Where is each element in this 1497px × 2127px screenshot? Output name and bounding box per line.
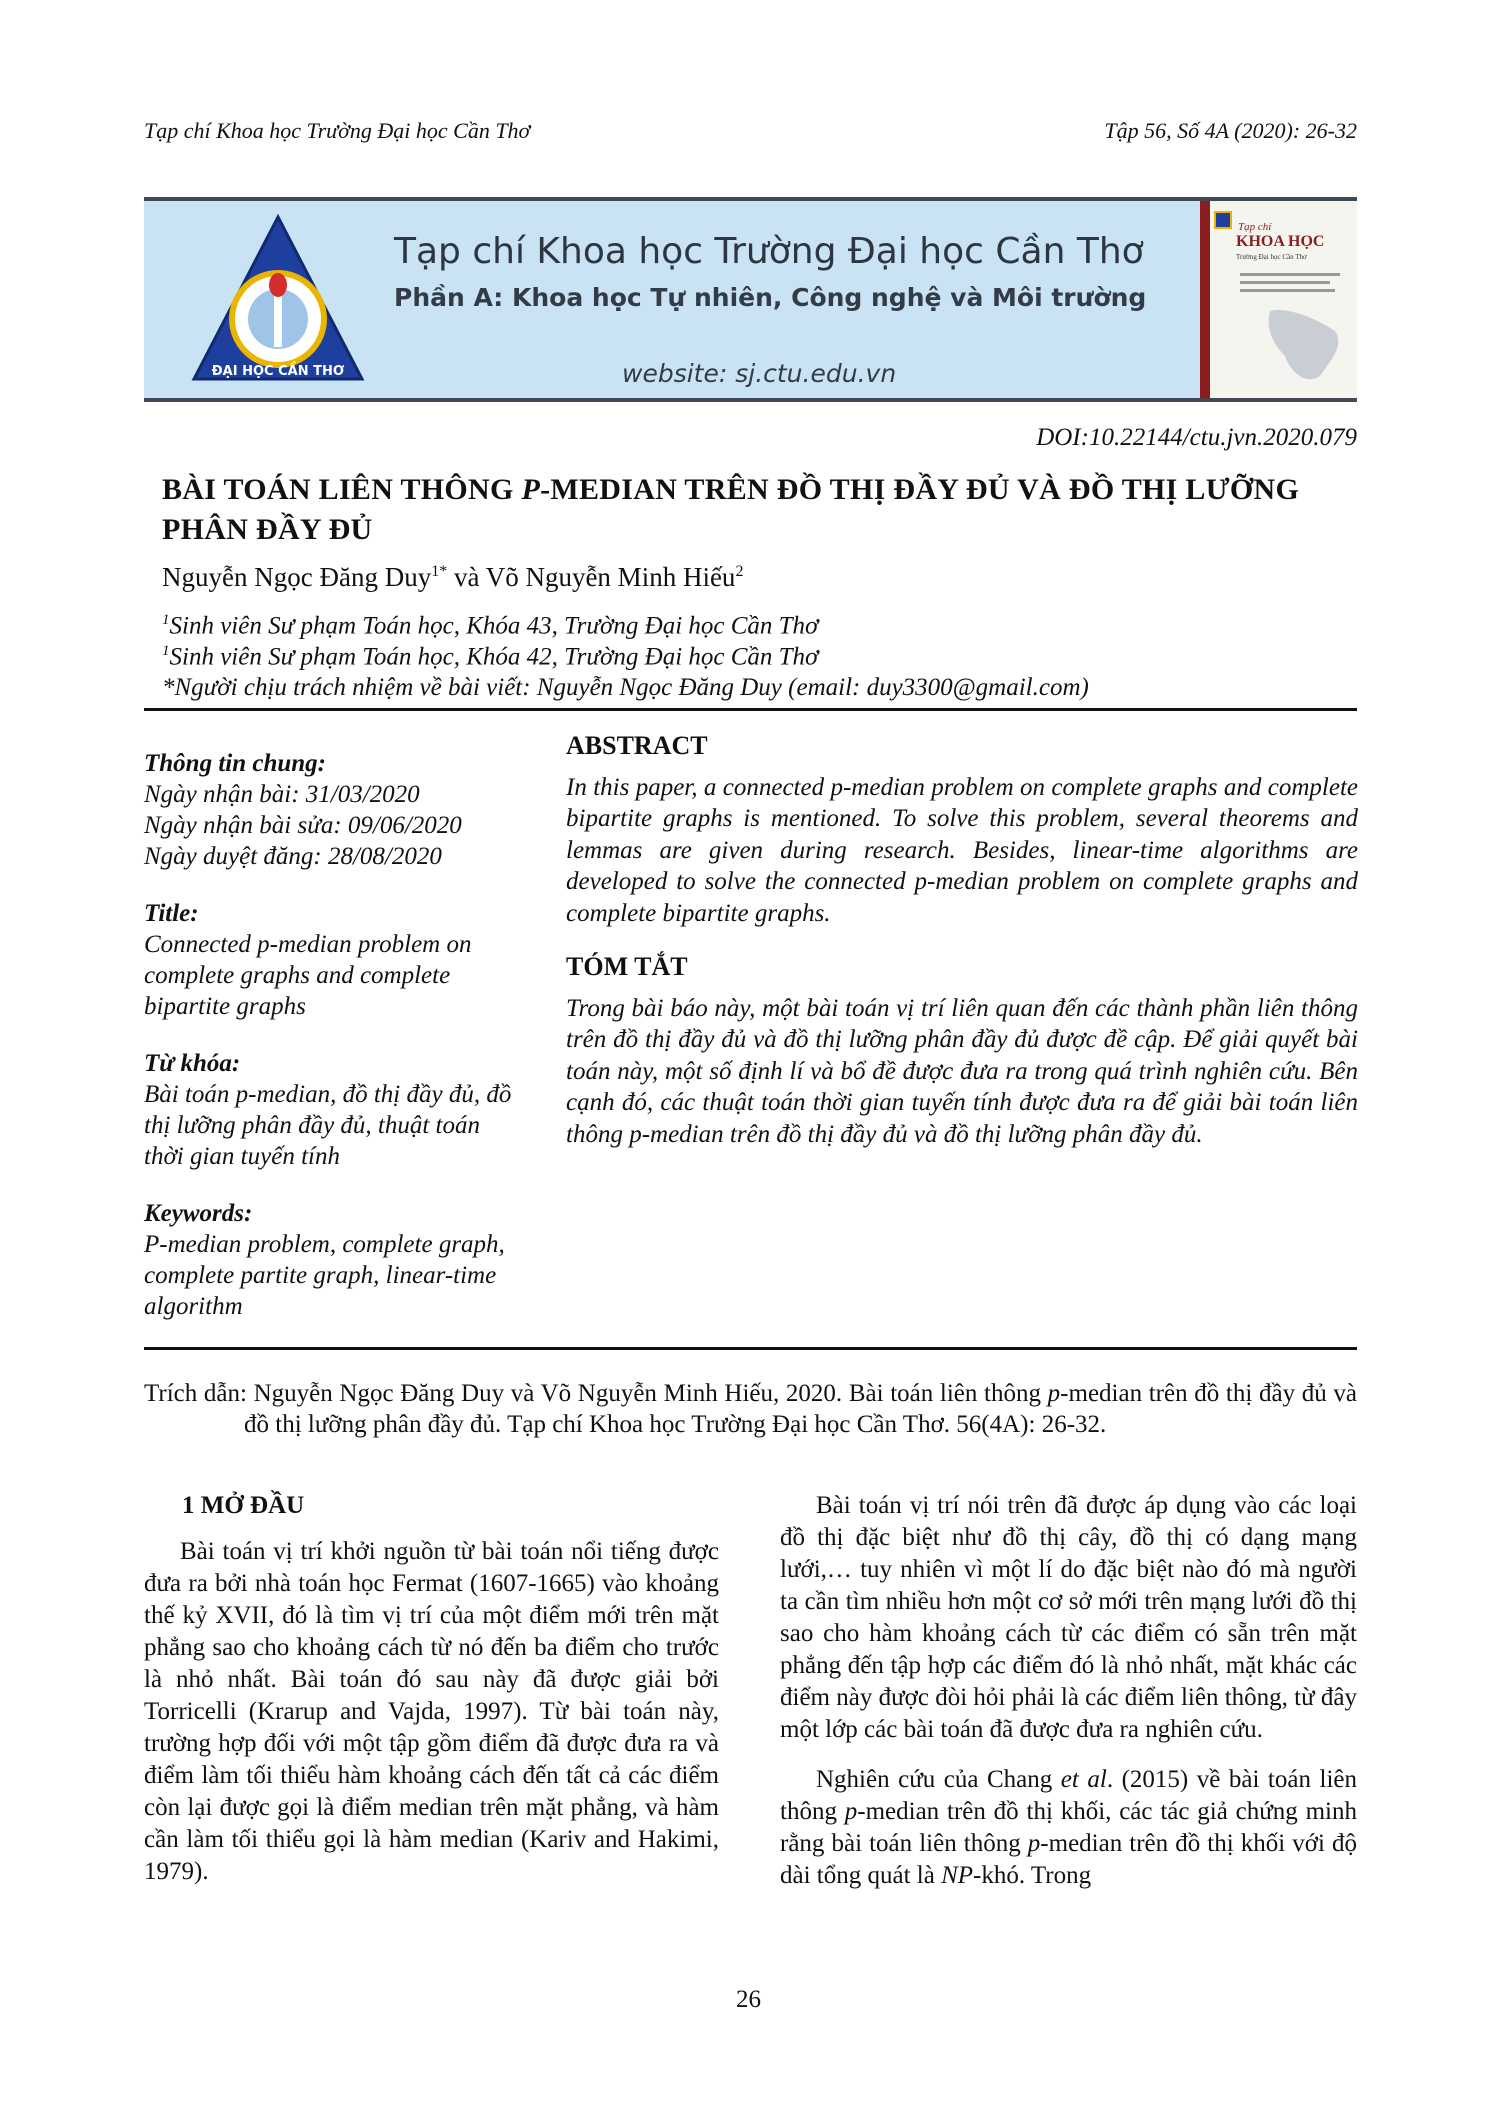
keywords-vi: Bài toán p-median, đồ thị đầy đủ, đồ thị lưỡng phân đầy đủ, thuật toán thời gian tuyến tính [144, 1081, 512, 1170]
banner-title: Tạp chí Khoa học Trường Đại học Cần Thơ [394, 231, 1144, 272]
article-info [144, 748, 524, 1348]
running-head-left: Tạp chí Khoa học Trường Đại học Cần Thơ [144, 118, 531, 143]
banner-subtitle: Phần A: Khoa học Tự nhiên, Công nghệ và Môi trường [394, 283, 1147, 312]
abstract-heading: ABSTRACT [566, 731, 708, 760]
cover-text-line [1240, 273, 1340, 276]
cover-sub: Trường Đại học Cần Thơ [1236, 253, 1307, 261]
body-paragraph: Nghiên cứu của Chang et al. (2015) về bài toán liên thông p-median trên đồ thị khối, các tác giả chứng minh rằng bài toán liên thông p-median trên đồ thị khối với độ dài tổng quát là NP-khó. Trong [780, 1766, 1357, 1889]
keywords-en-head: Keywords: [144, 1200, 253, 1227]
body-column-left [144, 1490, 719, 1906]
info-title-head: Title: [144, 900, 199, 927]
cover-spine [1200, 201, 1210, 398]
cover-text-line [1240, 281, 1330, 284]
date-accepted: Ngày duyệt đăng: 28/08/2020 [144, 843, 442, 870]
cover-small-title: Tạp chí [1238, 221, 1272, 233]
keywords-vi-head: Từ khóa: [144, 1050, 241, 1077]
page-number: 26 [736, 1986, 761, 2013]
journal-banner [144, 197, 1357, 402]
body-column-right [780, 1490, 1357, 1910]
cover-logo-icon [1214, 211, 1232, 229]
body-paragraph: Bài toán vị trí nói trên đã được áp dụng vào các loại đồ thị đặc biệt như đồ thị cây, đồ thị có dạng mạng lưới,… tuy nhiên vì một lí do đặc biệt nào đó mà người ta cần tìm nhiều hơn một cơ sở mới trên mạng lưới đồ thị sao cho hàm khoảng cách từ các điểm có sẵn trên mặt phẳng đến tập hợp các điểm đó là nhỏ nhất, mặt khác các điểm này được đòi hỏi phải là các điểm liên thông, từ đây một lớp các bài toán đã được đưa ra nghiên cứu. [780, 1492, 1357, 1743]
affiliation-1: $^1$Sinh viên Sư phạm Toán học, Khóa 43, Trường Đại học Cần Thơ [162, 612, 819, 640]
body-paragraph: Bài toán vị trí khởi nguồn từ bài toán nổi tiếng được đưa ra bởi nhà toán học Fermat (1607-1665) vào khoảng thế kỷ XVII, đó là tìm vị trí của một điểm mới trên mặt phẳng sao cho khoảng cách từ nó đến ba điểm cho trước là nhỏ nhất. Bài toán đó sau này đã được giải bởi Torricelli (Krarup and Vajda, 1997). Từ bài toán này, trường hợp đối với một tập gồm điểm đã được đưa ra và điểm làm tối thiểu hàm khoảng cách đến tất cả các điểm còn lại được gọi là điểm median trên mặt phẳng, và hàm cần làm tối thiểu gọi là hàm median (Kariv and Hakimi, 1979). [144, 1538, 719, 1885]
authors: Nguyễn Ngọc Đăng Duy$^{1*}$ và Võ Nguyễn Minh Hiếu$^2$ [162, 562, 744, 592]
logo-text: ĐẠI HỌC CẦN THƠ [211, 364, 345, 379]
english-title: Connected p-median problem on complete graphs and complete bipartite graphs [144, 931, 472, 1020]
date-revised: Ngày nhận bài sửa: 09/06/2020 [144, 812, 462, 839]
section-heading: 1 MỞ ĐẦU [182, 1492, 305, 1519]
date-received: Ngày nhận bài: 31/03/2020 [144, 781, 420, 808]
tomtat-text: Trong bài báo này, một bài toán vị trí liên quan đến các thành phần liên thông trên đồ thị đầy đủ và đồ thị lưỡng phân đầy đủ được đề cập. Để giải quyết bài toán này, một số định lí và bổ đề được đưa ra trong quá trình nghiên cứu. Bên cạnh đó, các thuật toán thời gian tuyến tính được đưa ra để giải bài toán liên thông p-median trên đồ thị đầy đủ và đồ thị lưỡng phân đầy đủ. [566, 994, 1358, 1148]
banner-website: website: sj.ctu.edu.vn [622, 359, 897, 388]
citation: Trích dẫn: Nguyễn Ngọc Đăng Duy và Võ Nguyễn Minh Hiếu, 2020. Bài toán liên thông p-median trên đồ thị đầy đủ và đồ thị lưỡng phân đầy đủ. Tạp chí Khoa học Trường Đại học Cần Thơ. 56(4A): 26-32. [144, 1380, 1357, 1438]
paper-title: BÀI TOÁN LIÊN THÔNG P-MEDIAN TRÊN ĐỒ THỊ ĐẦY ĐỦ VÀ ĐỒ THỊ LƯỠNG PHÂN ĐẦY ĐỦ [162, 473, 1300, 546]
author-1: Nguyễn Ngọc Đăng Duy [162, 562, 432, 592]
divider-top [144, 708, 1357, 711]
info-general-head: Thông tin chung: [144, 750, 327, 777]
corresponding-author: *Người chịu trách nhiệm về bài viết: Nguyễn Ngọc Đăng Duy (email: duy3300@gmail.com) [162, 674, 1089, 701]
divider-bottom [144, 1347, 1357, 1350]
cover-big-title: KHOA HỌC [1236, 233, 1325, 250]
journal-cover-thumbnail [1200, 201, 1357, 398]
university-logo [188, 211, 368, 391]
keywords-en: P-median problem, complete graph, complete partite graph, linear-time algorithm [144, 1231, 505, 1320]
author-2: Võ Nguyễn Minh Hiếu [485, 562, 736, 592]
running-head-right: Tập 56, Số 4A (2020): 26-32 [1104, 118, 1357, 143]
affiliation-2: $^1$Sinh viên Sư phạm Toán học, Khóa 42, Trường Đại học Cần Thơ [162, 643, 819, 671]
cover-text-line [1240, 289, 1335, 292]
doi: DOI:10.22144/ctu.jvn.2020.079 [1036, 424, 1357, 451]
cover-map-graphic [1260, 301, 1350, 391]
abstract-text: In this paper, a connected p-median problem on complete graphs and complete bipartite graphs is mentioned. To solve this problem, several theorems and lemmas are given during research. Besides, linear-time algorithms are developed to solve the connected p-median problem on complete graphs and complete bipartite graphs. [566, 773, 1358, 927]
abstract-column [566, 730, 1358, 1172]
tomtat-heading: TÓM TẮT [566, 952, 688, 981]
